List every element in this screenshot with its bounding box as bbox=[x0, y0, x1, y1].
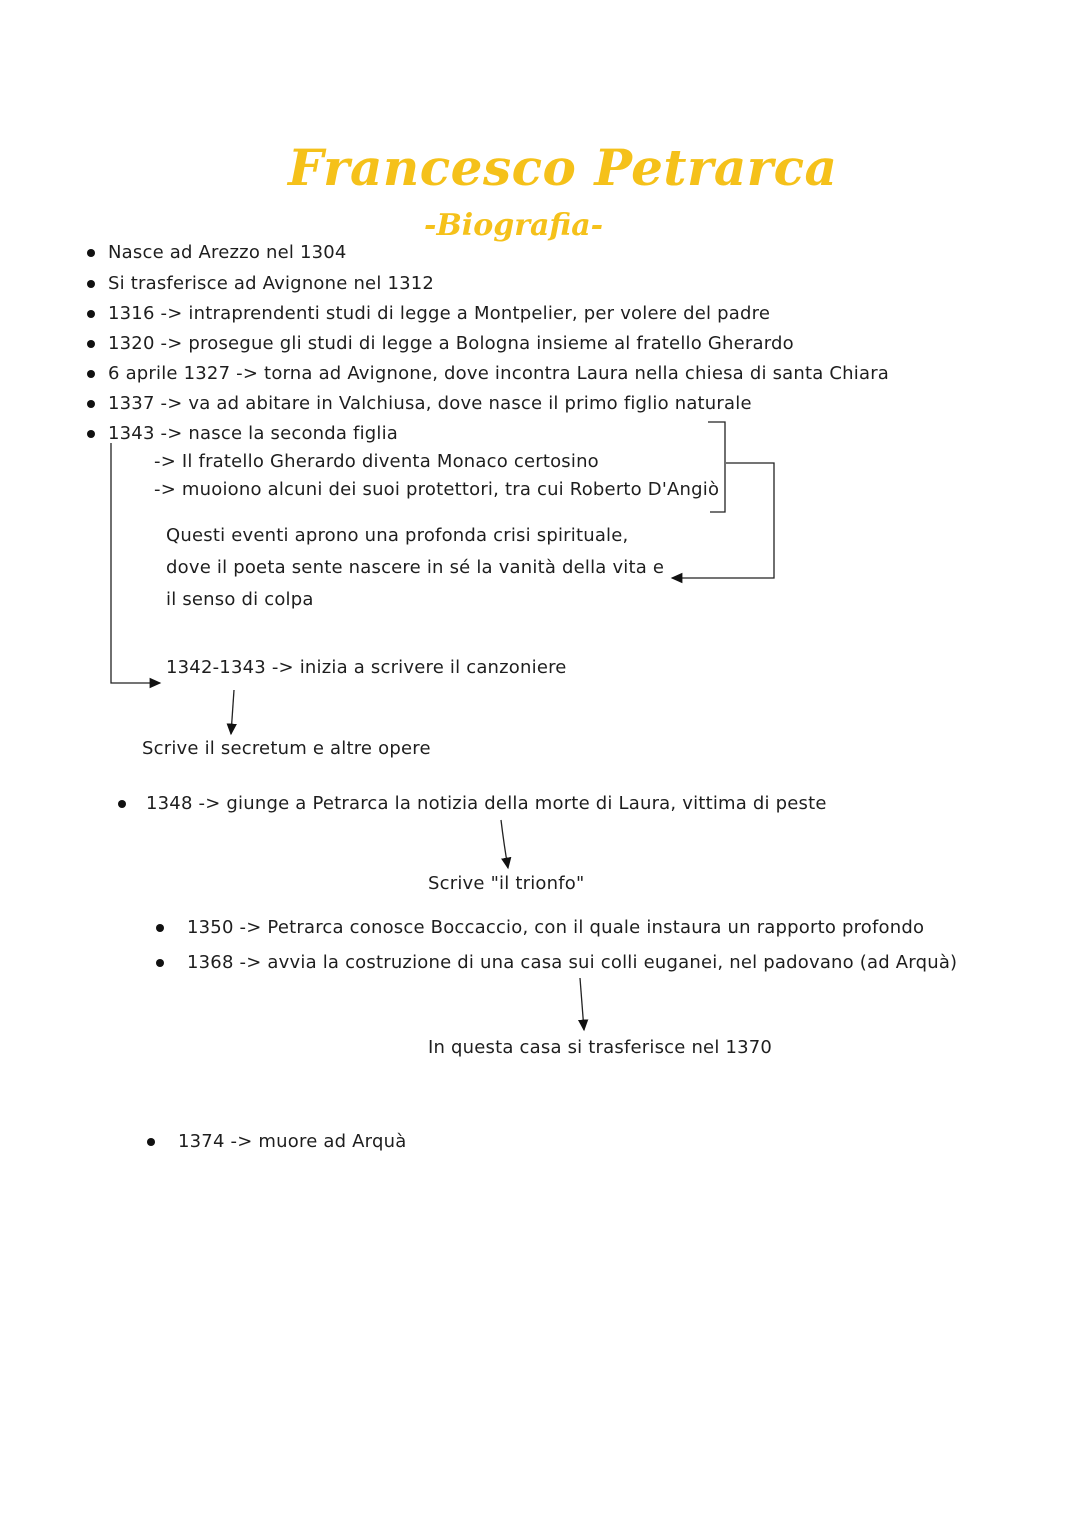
crisis-note-line-1: Questi eventi aprono una profonda crisi spirituale, bbox=[166, 525, 629, 546]
bracket-line bbox=[708, 422, 725, 512]
canzoniere-event: 1342-1343 -> inizia a scrivere il canzoniere bbox=[166, 657, 567, 678]
trionfo-note: Scrive "il trionfo" bbox=[428, 873, 585, 894]
arqua-house-event: 1368 -> avvia la costruzione di una casa sui colli euganei, nel padovano (ad Arquà) bbox=[187, 952, 958, 973]
move-1370-note: In questa casa si trasferisce nel 1370 bbox=[428, 1037, 773, 1058]
bio-item-1316: 1316 -> intraprendenti studi di legge a Montpelier, per volere del padre bbox=[108, 303, 771, 324]
secretum-note: Scrive il secretum e altre opere bbox=[142, 738, 431, 759]
bio-item-1343: 1343 -> nasce la seconda figlia bbox=[108, 423, 399, 444]
canzoniere-arrow-line bbox=[111, 443, 160, 683]
bio-item-1327: 6 aprile 1327 -> torna ad Avignone, dove incontra Laura nella chiesa di santa Chiara bbox=[108, 363, 890, 384]
bio-item-1304: Nasce ad Arezzo nel 1304 bbox=[108, 242, 347, 263]
page-subtitle: -Biografia- bbox=[424, 208, 604, 243]
death-event: 1374 -> muore ad Arquà bbox=[178, 1131, 407, 1152]
trionfo-arrow-line bbox=[501, 820, 508, 868]
secretum-arrow-line bbox=[231, 690, 234, 734]
laura-death-event: 1348 -> giunge a Petrarca la notizia della morte di Laura, vittima di peste bbox=[146, 793, 827, 814]
sub-event-gherardo: -> Il fratello Gherardo diventa Monaco certosino bbox=[154, 451, 599, 472]
sub-event-protettori: -> muoiono alcuni dei suoi protettori, tra cui Roberto D'Angiò bbox=[154, 479, 720, 500]
crisis-arrow-line bbox=[672, 463, 774, 578]
bio-item-1312: Si trasferisce ad Avignone nel 1312 bbox=[108, 273, 435, 294]
move-arrow-line bbox=[580, 978, 584, 1030]
page-title: Francesco Petrarca bbox=[288, 138, 838, 197]
crisis-note-line-2: dove il poeta sente nascere in sé la vanità della vita e bbox=[166, 557, 665, 578]
boccaccio-event: 1350 -> Petrarca conosce Boccaccio, con il quale instaura un rapporto profondo bbox=[187, 917, 925, 938]
bio-item-1320: 1320 -> prosegue gli studi di legge a Bologna insieme al fratello Gherardo bbox=[108, 333, 794, 354]
bio-item-1337: 1337 -> va ad abitare in Valchiusa, dove nasce il primo figlio naturale bbox=[108, 393, 752, 414]
crisis-note-line-3: il senso di colpa bbox=[166, 589, 314, 610]
